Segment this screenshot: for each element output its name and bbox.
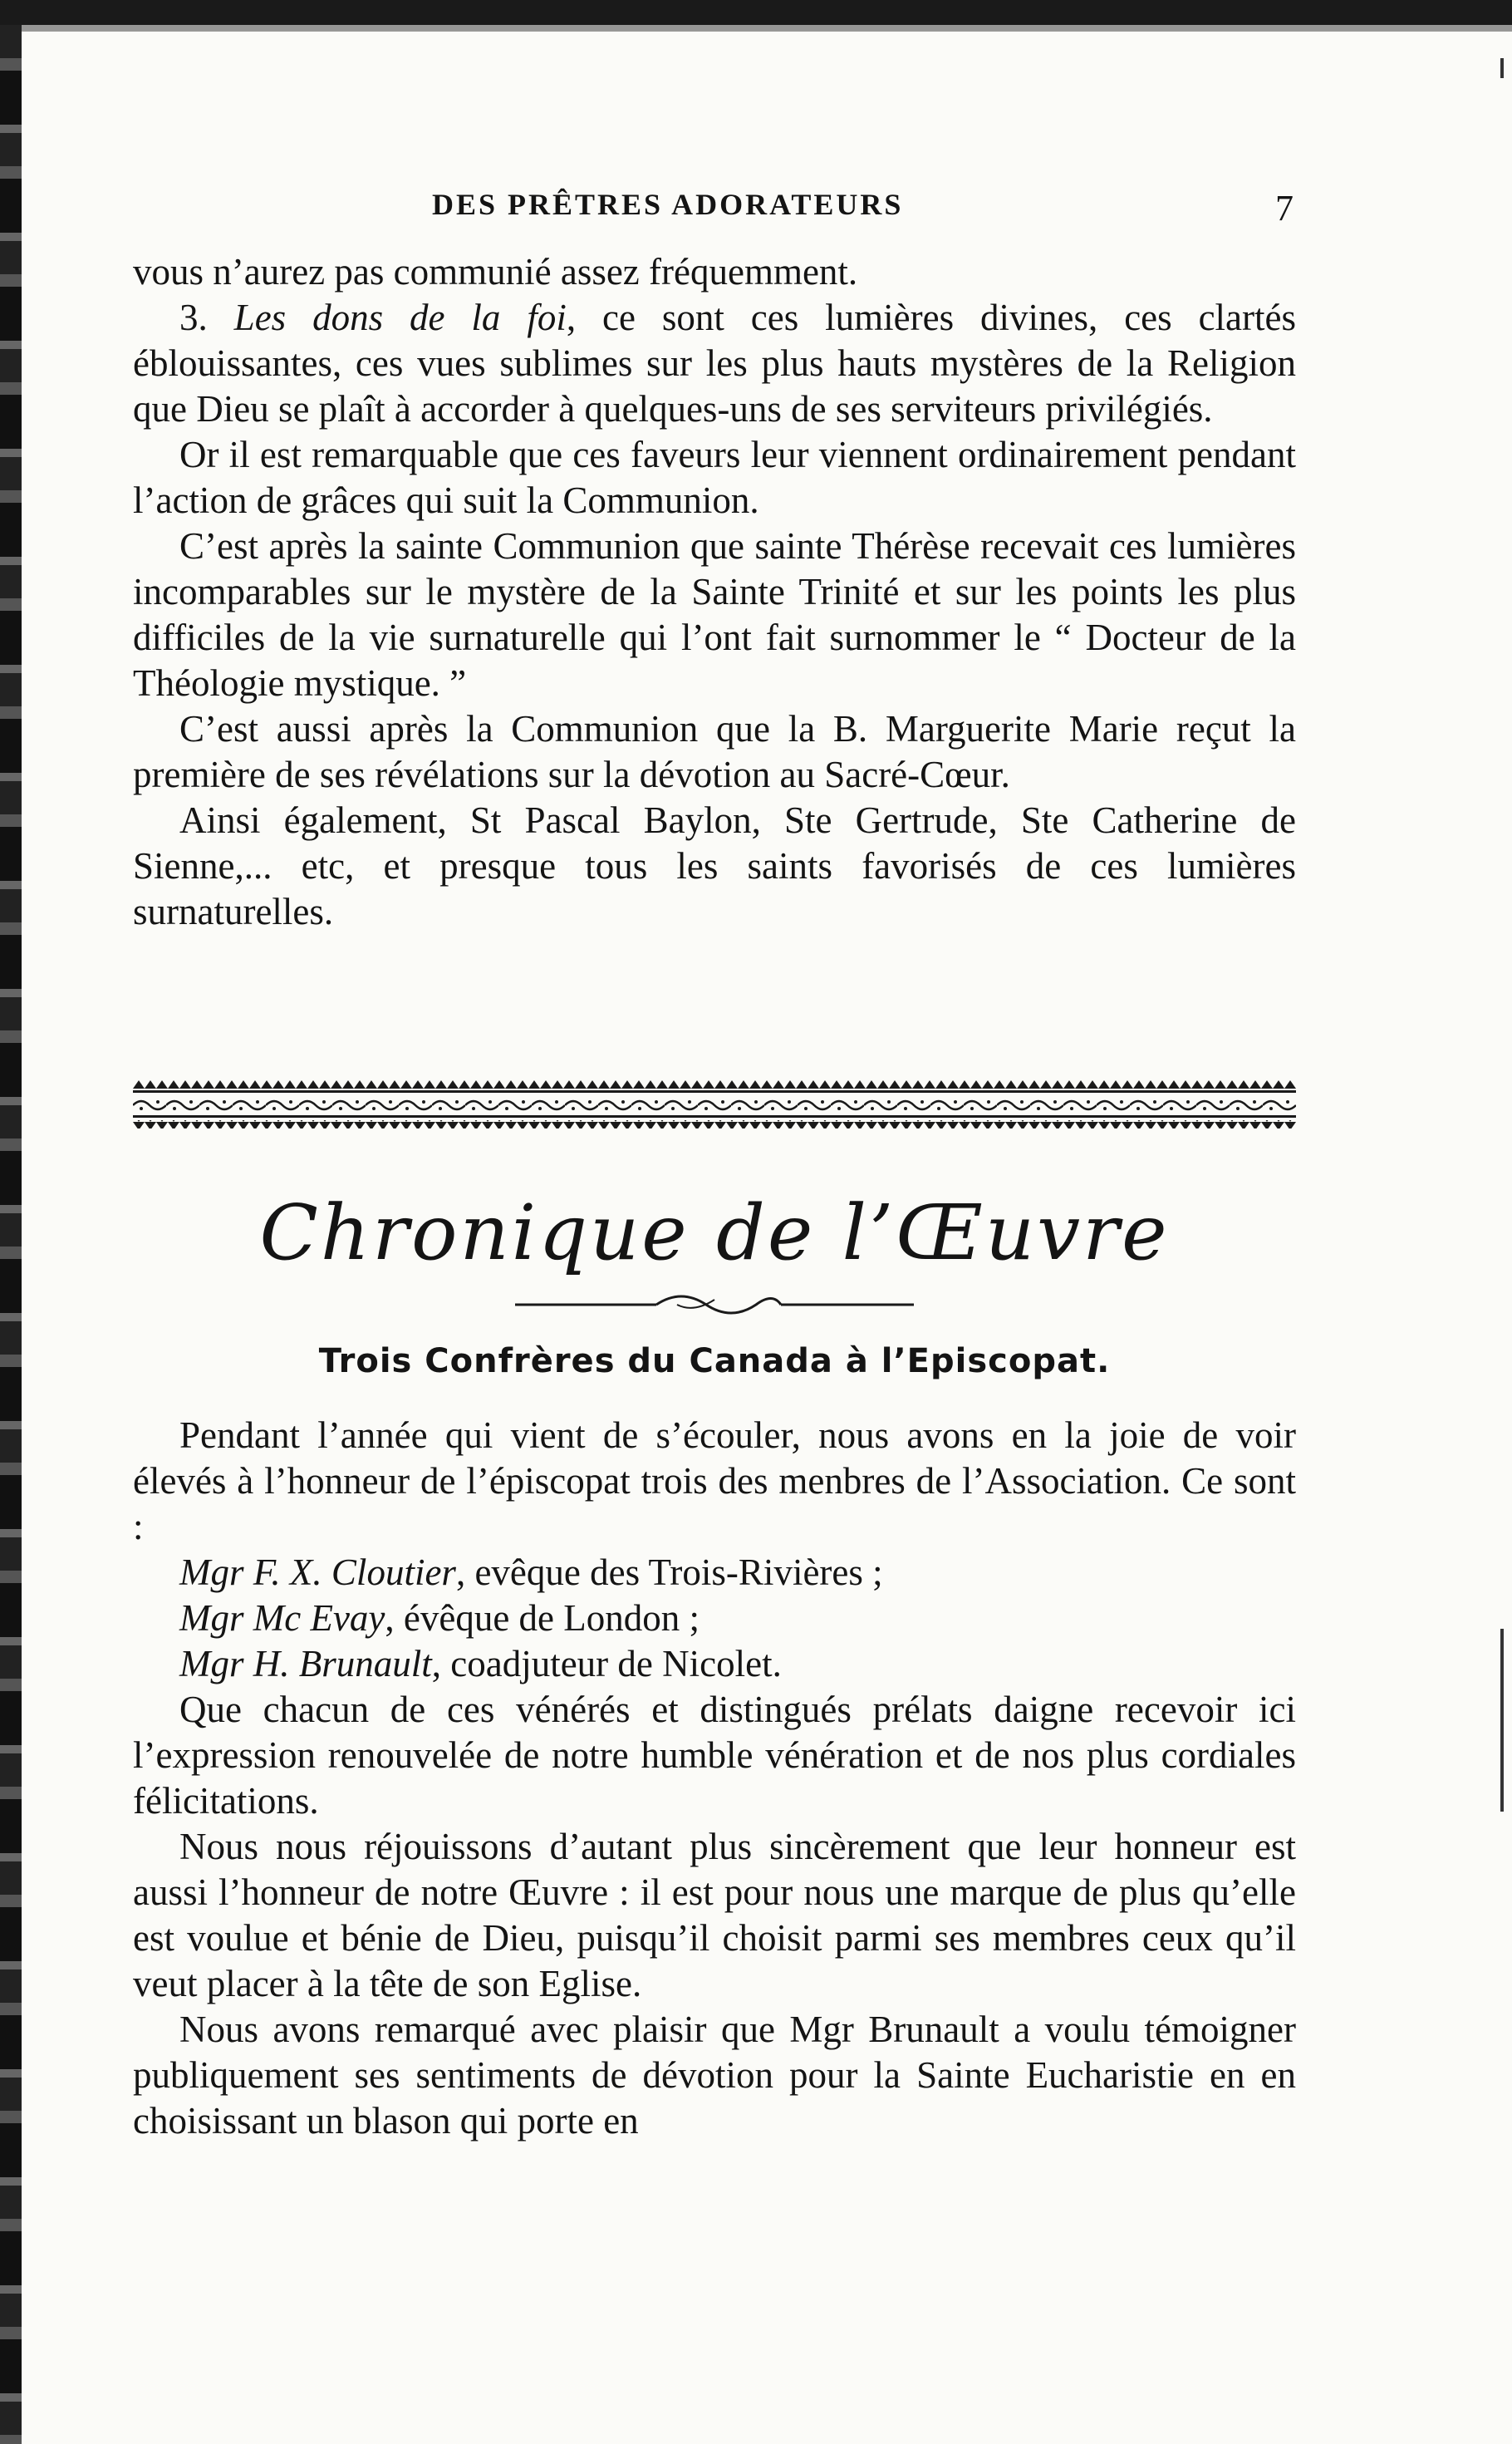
text-run: 3. <box>179 297 234 338</box>
paragraph <box>133 1824 1296 2007</box>
paragraph <box>133 1550 1296 1596</box>
paragraph <box>133 1641 1296 1687</box>
section-title: Chronique de l’Œuvre <box>259 1188 1170 1277</box>
text-run: Or il est remarquable que ces faveurs leur viennent ordinairement pendant l’action de grâces qui suit la Communion. <box>133 434 1296 521</box>
body-text-part2 <box>133 1413 1296 2144</box>
text-run: C’est aussi après la Communion que la B. Marguerite Marie reçut la première de ses révélations sur la dévotion au Sacré-Cœur. <box>133 708 1296 795</box>
paragraph <box>133 1413 1296 1550</box>
page-number: 7 <box>1275 188 1296 229</box>
text-run: , évêque de London ; <box>385 1597 700 1639</box>
scan-top-border <box>0 0 1512 25</box>
text-run: Ainsi également, St Pascal Baylon, Ste Gertrude, Ste Catherine de Sienne,... etc, et presque tous les saints favorisés de ces lumières surnaturelles. <box>133 799 1296 932</box>
text-run: C’est après la sainte Communion que sainte Thérèse recevait ces lumières incomparables sur le mystère de la Sainte Trinité et sur les points les plus difficiles de la vie surnaturelle qui l’ont fait surnommer le “ Docteur de la Théologie mystique. ” <box>133 525 1296 704</box>
paragraph <box>133 249 1296 295</box>
text-run: , evêque des Trois-Rivières ; <box>455 1551 883 1593</box>
paragraph <box>133 432 1296 524</box>
paragraph <box>133 798 1296 935</box>
paragraph <box>133 524 1296 706</box>
body-text-part1 <box>133 249 1296 935</box>
text-run: Que chacun de ces vénérés et distingués prélats daigne recevoir ici l’expression renouvelée de notre humble vénération et de nos plus cordiales félicitations. <box>133 1689 1296 1822</box>
paragraph <box>133 706 1296 798</box>
text-run: , coadjuteur de Nicolet. <box>431 1643 782 1684</box>
scan-top-shadow <box>0 25 1512 32</box>
paragraph <box>133 295 1296 432</box>
text-run: Nous nous réjouissons d’autant plus sincèrement que leur honneur est aussi l’honneur de notre Œuvre : il est pour nous une marque de plus qu’elle est voulue et bénie de Dieu, puisqu’il choisit parmi ses membres ceux qu’il veut placer à la tête de son Eglise. <box>133 1826 1296 2004</box>
running-title: DES PRÊTRES ADORATEURS <box>432 188 904 221</box>
italic-text: Les dons de la foi <box>233 297 567 338</box>
title-flourish <box>515 1288 914 1321</box>
paragraph <box>133 2007 1296 2144</box>
text-run: Pendant l’année qui vient de s’écouler, nous avons en la joie de voir élevés à l’honneur de l’épiscopat trois des menbres de l’Association. Ce sont : <box>133 1414 1296 1547</box>
paragraph <box>133 1596 1296 1641</box>
scan-left-edge <box>0 25 22 2444</box>
text-run: Nous avons remarqué avec plaisir que Mgr Brunault a voulu témoigner publiquement ses sentiments de dévotion pour la Sainte Eucharistie en en choisissant un blason qui porte en <box>133 2009 1296 2142</box>
italic-text: Mgr Mc Evay <box>179 1597 385 1639</box>
text-run: vous n’aurez pas communié assez fréquemment. <box>133 251 858 293</box>
scan-speck <box>1500 1629 1504 1812</box>
section-subtitle: Trois Confrères du Canada à l’Episcopat. <box>318 1342 1111 1380</box>
scan-speck <box>1500 58 1504 78</box>
paragraph <box>133 1687 1296 1824</box>
italic-text: Mgr F. X. Cloutier <box>179 1551 456 1593</box>
ornamental-divider <box>133 1080 1296 1130</box>
text-run: , ce sont ces lumières divines, ces clartés éblouissantes, ces vues sublimes sur les plus hauts mystères de la Religion que Dieu se plaît à accorder à quelques-uns de ses serviteurs privilégiés. <box>133 297 1296 430</box>
running-header <box>133 187 1296 237</box>
italic-text: Mgr H. Brunault <box>179 1643 432 1684</box>
